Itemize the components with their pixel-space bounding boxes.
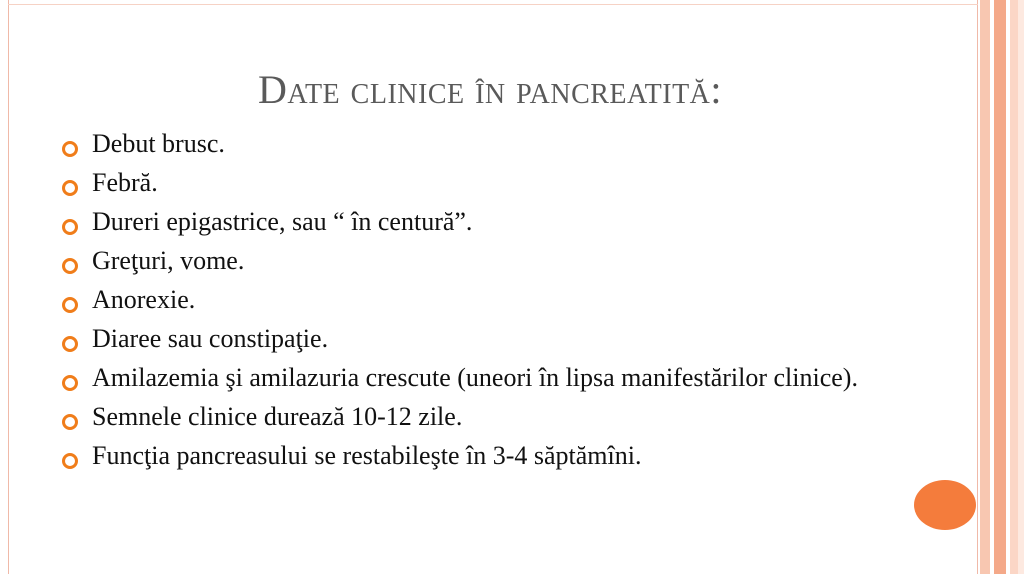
list-item-text: Amilazemia şi amilazuria crescute (uneori în lipsa manifestărilor clinice). bbox=[92, 363, 858, 392]
list-item-text: Semnele clinice durează 10-12 zile. bbox=[92, 402, 463, 431]
bullet-icon bbox=[62, 258, 78, 274]
decorative-circle bbox=[914, 480, 976, 530]
frame-top-line bbox=[8, 4, 978, 5]
bullet-icon bbox=[62, 414, 78, 430]
bullet-icon bbox=[62, 375, 78, 391]
list-item bbox=[62, 442, 882, 470]
bullet-icon bbox=[62, 219, 78, 235]
list-item bbox=[62, 169, 882, 197]
decorative-stripes bbox=[980, 0, 1024, 574]
bullet-icon bbox=[62, 336, 78, 352]
bullet-icon bbox=[62, 180, 78, 196]
list-item-text: Dureri epigastrice, sau “ în centură”. bbox=[92, 207, 473, 236]
list-item-text: Debut brusc. bbox=[92, 129, 225, 158]
bullet-icon bbox=[62, 141, 78, 157]
bullet-icon bbox=[62, 453, 78, 469]
bullet-icon bbox=[62, 297, 78, 313]
list-item-text: Greţuri, vome. bbox=[92, 246, 245, 275]
list-item bbox=[62, 208, 882, 236]
slide-title: Date clinice în pancreatită: bbox=[257, 67, 723, 112]
list-item bbox=[62, 247, 882, 275]
list-item bbox=[62, 403, 882, 431]
list-item-text: Diaree sau constipaţie. bbox=[92, 324, 329, 353]
stripe bbox=[1010, 0, 1018, 574]
stripe bbox=[980, 0, 990, 574]
list-item-text: Anorexie. bbox=[92, 285, 196, 314]
list-item bbox=[62, 364, 882, 392]
list-item-text: Febră. bbox=[92, 168, 158, 197]
stripe bbox=[1018, 0, 1024, 574]
list-item bbox=[62, 130, 882, 158]
list-item bbox=[62, 325, 882, 353]
list-item bbox=[62, 286, 882, 314]
bullet-list bbox=[62, 130, 882, 481]
stripe bbox=[994, 0, 1006, 574]
list-item-text: Funcţia pancreasului se restabileşte în 3-4 săptămîni. bbox=[92, 441, 642, 470]
